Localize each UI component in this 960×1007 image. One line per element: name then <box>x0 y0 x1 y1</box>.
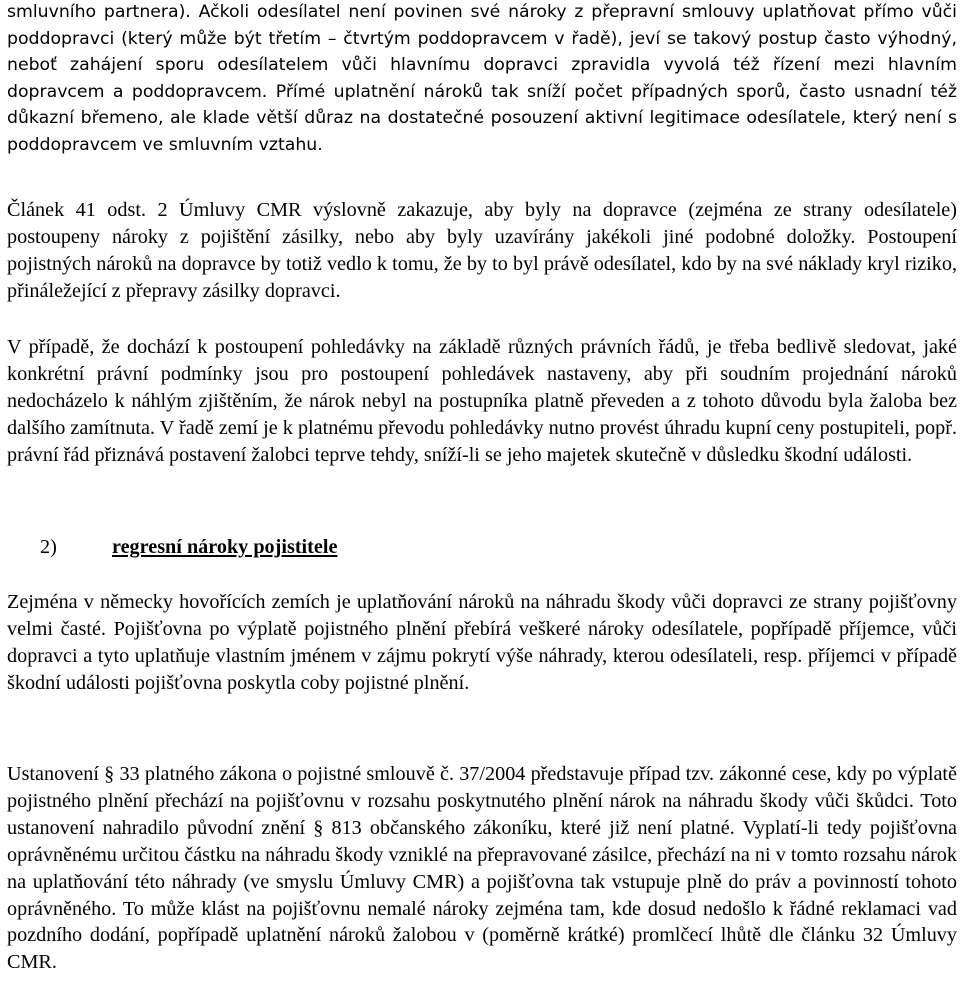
paragraph-subcontractor-claims: smluvního partnera). Ačkoli odesílatel není povinen své nároky z přepravní smlouvy uplatňovat přímo vůči poddopravci (který může být třetím – čtvrtým poddopravcem v řadě), jeví se takový postup často výhodný, neboť zahájení sporu odesílatelem vůči hlavnímu dopravci zpravidla vyvolá též řízení mezi hlavním dopravcem a poddopravcem. Přímé uplatnění nároků tak sníží počet případných sporů, často usnadní též důkazní břemeno, ale klade větší důraz na dostatečné posouzení aktivní legitimace odesílatele, který není s poddopravcem ve smluvním vztahu. <box>7 2 957 155</box>
paragraph-insurer-recourse: Zejména v německy hovořících zemích je uplatňování nároků na náhradu škody vůči dopravci ze strany pojišťovny velmi časté. Pojišťovna po výplatě pojistného plnění přebírá veškeré nároky odesílatele, popřípadě příjemce, vůči dopravci a tyto uplatňuje vlastním jménem v zájmu pokrytí výše náhrady, kterou odesílateli, resp. příjemci v případě škodní události pojišťovna poskytla coby pojistné plnění. <box>7 591 957 694</box>
section-heading <box>40 534 337 561</box>
paragraph-statutory-cession: Ustanovení § 33 platného zákona o pojistné smlouvě č. 37/2004 představuje případ tzv. zákonné cese, kdy po výplatě pojistného plnění přechází na pojišťovnu v rozsahu poskytnutého plnění nárok na náhradu škody vůči škůdci. Toto ustanovení nahradilo původní znění § 813 občanského zákoníku, které již není platné. Vyplatí-li tedy pojišťovna oprávněnému určitou částku na náhradu škody vzniklé na přepravované zásilce, přechází na ni v tomto rozsahu nárok na uplatňování této náhrady (ve smyslu Úmluvy CMR) a pojišťovna tak vstupuje plně do práv a povinností tohoto oprávněného. To může klást na pojišťovnu nemalé nároky zejména tam, kde dosud nedošlo k řádné reklamaci vad pozdního dodání, popřípadě uplatnění nároků žalobou v (poměrně krátké) promlčecí lhůtě dle článku 32 Úmluvy CMR. <box>7 763 957 974</box>
section-title: regresní nároky pojistitele <box>112 536 338 558</box>
paragraph-cmr-article-41: Článek 41 odst. 2 Úmluvy CMR výslovně zakazuje, aby byly na dopravce (zejména ze strany odesílatele) postoupeny nároky z pojištění zásilky, nebo aby byly uzavírány jakékoli jiné podobné doložky. Postoupení pojistných nároků na dopravce by totiž vedlo k tomu, že by to byl právě odesílatel, kdo by na své náklady kryl riziko, přináležející z přepravy zásilky dopravci. <box>7 199 957 302</box>
section-number: 2) <box>40 536 57 558</box>
paragraph-assignment-of-claims: V případě, že dochází k postoupení pohledávky na základě různých právních řádů, je třeba bedlivě sledovat, jaké konkrétní právní podmínky jsou pro postoupení pohledávek nastaveny, aby při soudním projednání nároků nedocházelo k náhlým zjištěním, že nárok nebyl na postupníka platně převeden a z tohoto důvodu byla žaloba bez dalšího zamítnuta. V řadě zemí je k platnému převodu pohledávky nutno provést úhradu kupní ceny postupiteli, popř. právní řád přiznává postavení žalobci teprve tehdy, sníží-li se jeho majetek skutečně v důsledku škodní události. <box>7 336 957 466</box>
